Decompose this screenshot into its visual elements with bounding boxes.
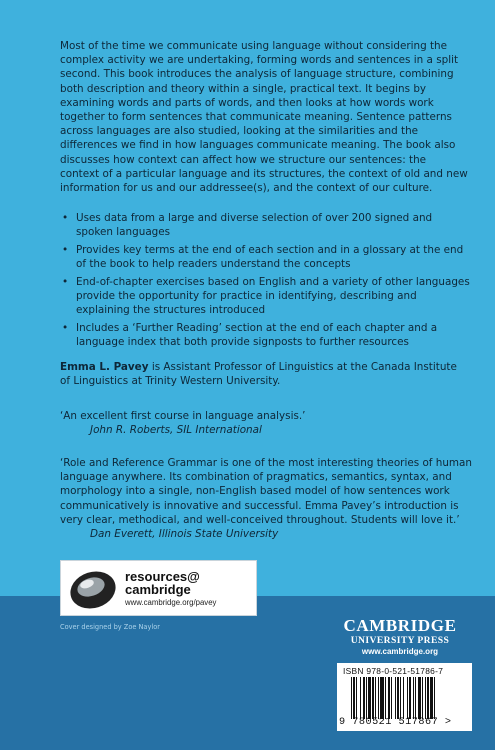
author-name: Emma L. Pavey <box>60 361 149 373</box>
isbn-digits: 9 780521 517867 > <box>339 717 452 728</box>
isbn-label: ISBN 978-0-521-51786-7 <box>343 666 444 676</box>
bullet-icon: • <box>62 276 69 288</box>
endorsement-quote <box>60 456 472 541</box>
feature-item <box>60 321 472 349</box>
publisher-url: www.cambridge.org <box>361 647 439 656</box>
endorsement-quote <box>60 409 460 437</box>
resources-disc-icon <box>67 565 119 611</box>
bullet-icon: • <box>62 322 69 335</box>
author-bio <box>60 360 460 388</box>
feature-item <box>60 243 472 271</box>
feature-item <box>60 211 472 239</box>
quote-text: ‘Role and Reference Grammar is one of the most interesting theories of human language anywhere. Its combination of pragmatics, semantics, syntax, and morphology into a single, non-English based model of how sentences work communicatively is innovative and successful. Emma Pavey’s introduction is very clear, methodical, and well-conceived throughout. Students will love it.’ <box>60 457 473 526</box>
bullet-icon: • <box>62 212 69 224</box>
author-bio-text: is Assistant Professor of Linguistics at the Canada Institute of Linguistics at Trinity Western University. <box>60 361 457 388</box>
resources-title-line1: resources@ <box>125 569 200 584</box>
resources-title-line2: cambridge <box>125 582 191 597</box>
feature-text: Includes a ‘Further Reading’ section at the end of each chapter and a language index that both provide signposts to further resources <box>76 322 438 349</box>
bullet-icon: • <box>62 244 69 256</box>
cover-credit: Cover designed by Zoe Naylor <box>60 623 160 631</box>
quote-attribution: John R. Roberts, SIL International <box>90 424 262 437</box>
barcode-icon <box>351 677 467 719</box>
resources-panel[interactable] <box>60 560 257 616</box>
feature-item <box>60 275 472 318</box>
publisher-logo <box>340 617 460 657</box>
barcode-panel <box>337 663 472 731</box>
quote-attribution: Dan Everett, Illinois State University <box>90 528 279 541</box>
resources-url[interactable]: www.cambridge.org/pavey <box>125 598 217 607</box>
feature-list <box>60 211 472 353</box>
quote-text: ‘An excellent first course in language analysis.’ <box>60 410 306 422</box>
publisher-name: CAMBRIDGE <box>343 616 457 635</box>
feature-text: End-of-chapter exercises based on English and a variety of other languages provide the opportunity for practice in identifying, describing and explaining the structures introduced <box>76 276 470 317</box>
feature-text: Provides key terms at the end of each section and in a glossary at the end of the book to help readers understand the concepts <box>76 244 464 271</box>
publisher-subname: UNIVERSITY PRESS <box>350 635 450 646</box>
feature-text: Uses data from a large and diverse selection of over 200 signed and spoken languages <box>76 212 433 239</box>
book-description: Most of the time we communicate using language without considering the complex activity we are undertaking, forming words and sentences in a split second. This book introduces the analysis of language structure, combining both description and theory within a single, practical text. It begins by examining words and parts of words, and then looks at how words work together to form sentences that communicate meaning. Sentence patterns across languages are also studied, looking at the similarities and the differences we find in how languages communicate meaning. The book also discusses how context can affect how we structure our sentences: the context of a particular language and its structures, the context of old and new information for us and our addressee(s), and the context of our culture. <box>60 40 468 195</box>
